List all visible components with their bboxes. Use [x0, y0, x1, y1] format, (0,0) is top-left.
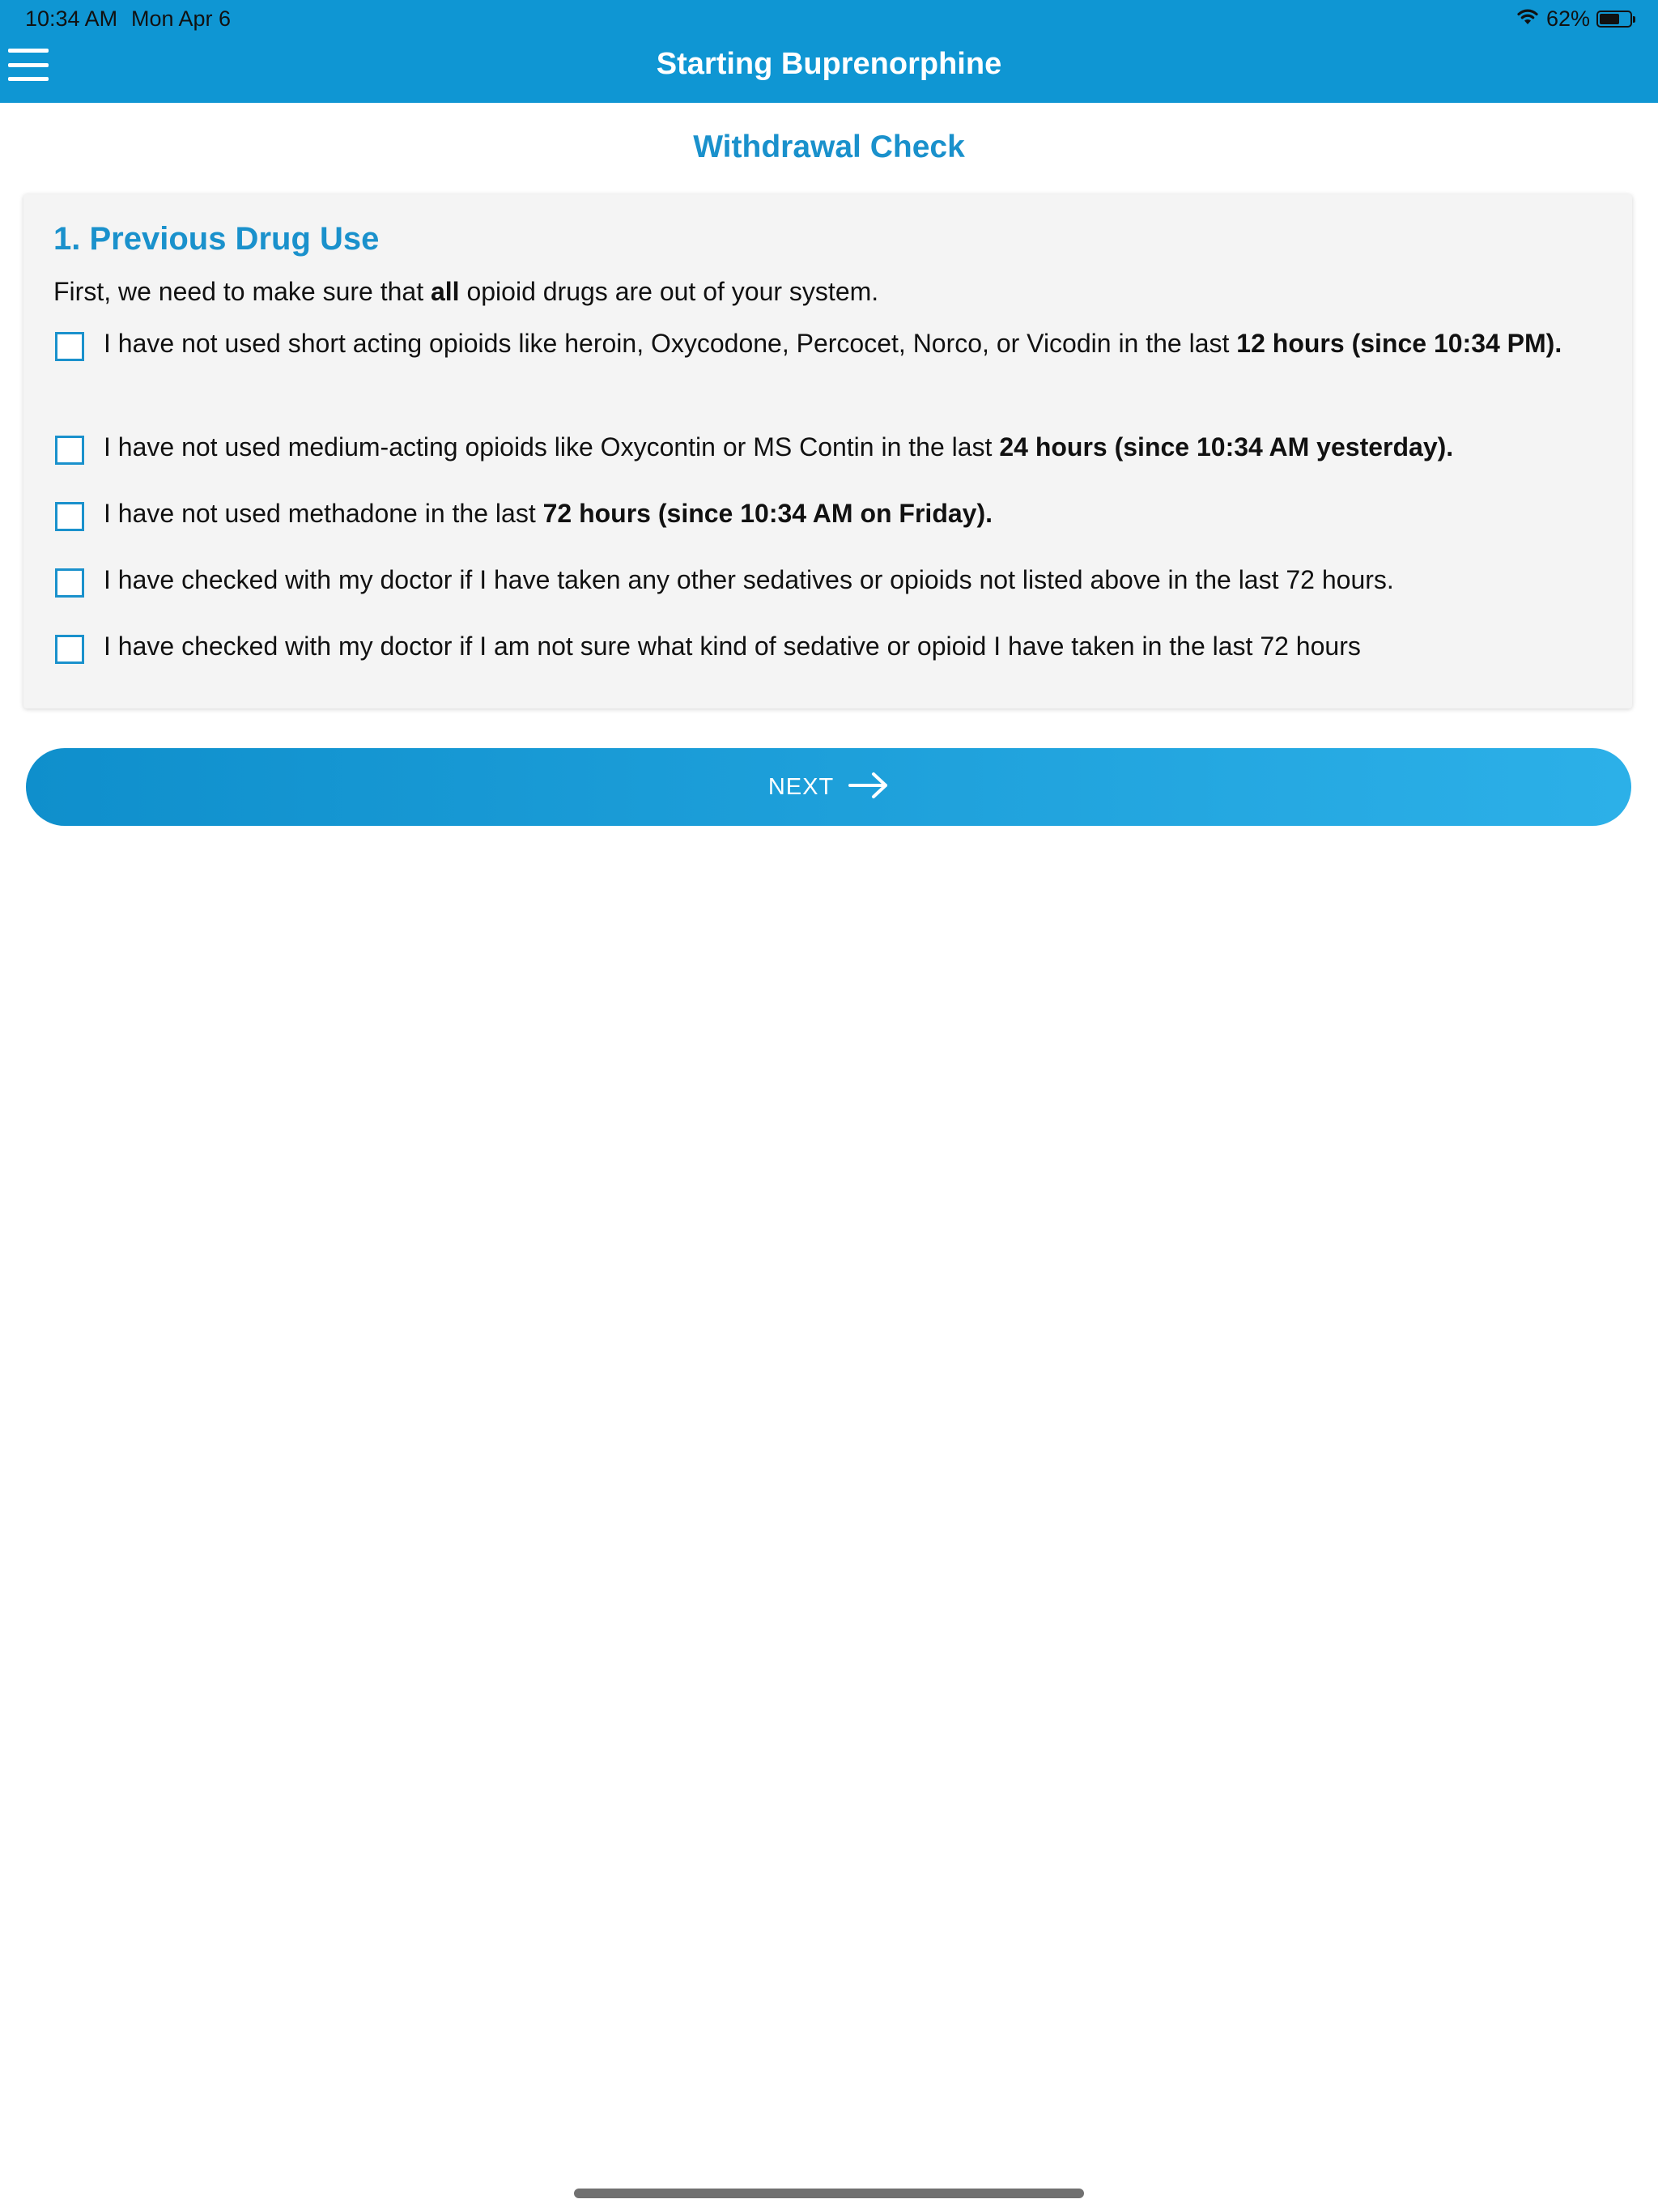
section-intro — [53, 277, 878, 307]
section-heading: 1. Previous Drug Use — [53, 221, 380, 257]
intro-text-start: First, we need to make sure that — [53, 277, 431, 306]
checklist-item-bold-text: 12 hours (since 10:34 PM). — [1236, 329, 1562, 358]
checklist-item-other-sedatives[interactable] — [55, 560, 1585, 599]
battery-icon — [1596, 11, 1632, 28]
home-indicator[interactable] — [574, 2189, 1084, 2198]
checklist-item-text: I have checked with my doctor if I am not sure what kind of sedative or opioid I have taken in the last 72 hours — [104, 632, 1361, 661]
status-time: 10:34 AM — [25, 6, 118, 31]
checkbox[interactable] — [55, 436, 84, 465]
status-indicators — [1516, 6, 1632, 32]
page-title: Withdrawal Check — [693, 130, 965, 164]
battery-percent: 62% — [1545, 6, 1590, 31]
checklist-item-text: I have checked with my doctor if I have taken any other sedatives or opioids not listed above in the last 72 hours. — [104, 565, 1394, 594]
intro-text-bold: all — [430, 277, 460, 306]
intro-text-end: opioid drugs are out of your system. — [459, 277, 879, 306]
checklist-item-label — [104, 428, 1585, 466]
checklist-item-methadone[interactable] — [55, 494, 1585, 533]
checklist-item-medium-acting[interactable] — [55, 428, 1585, 466]
next-button[interactable] — [26, 748, 1631, 826]
checklist-item-text: I have not used short acting opioids like heroin, Oxycodone, Percocet, Norco, or Vicodin in the last — [104, 329, 1237, 358]
checklist-item-text: I have not used methadone in the last — [104, 499, 543, 528]
wifi-icon — [1516, 6, 1540, 32]
checklist-item-bold-text: 72 hours (since 10:34 AM on Friday). — [542, 499, 993, 528]
checklist-item-bold-text: 24 hours (since 10:34 AM yesterday). — [999, 432, 1454, 462]
checklist-item-text: I have not used medium-acting opioids like Oxycontin or MS Contin in the last — [104, 432, 1000, 462]
checklist-item-label — [104, 324, 1585, 363]
checklist-item-short-acting[interactable] — [55, 324, 1585, 363]
app-title: Starting Buprenorphine — [656, 47, 1002, 81]
checklist-item-unsure-sedative[interactable] — [55, 627, 1585, 666]
checkbox[interactable] — [55, 502, 84, 531]
status-date: Mon Apr 6 — [131, 6, 232, 31]
arrow-right-icon — [848, 772, 889, 803]
app-header — [0, 0, 1658, 103]
checklist-item-label — [104, 560, 1585, 599]
checklist-item-label — [104, 494, 1585, 533]
checkbox[interactable] — [55, 635, 84, 664]
next-button-label: NEXT — [767, 773, 835, 800]
checkbox[interactable] — [55, 568, 84, 598]
checkbox[interactable] — [55, 332, 84, 361]
checklist-item-label — [104, 627, 1585, 666]
previous-drug-use-card — [23, 194, 1632, 708]
